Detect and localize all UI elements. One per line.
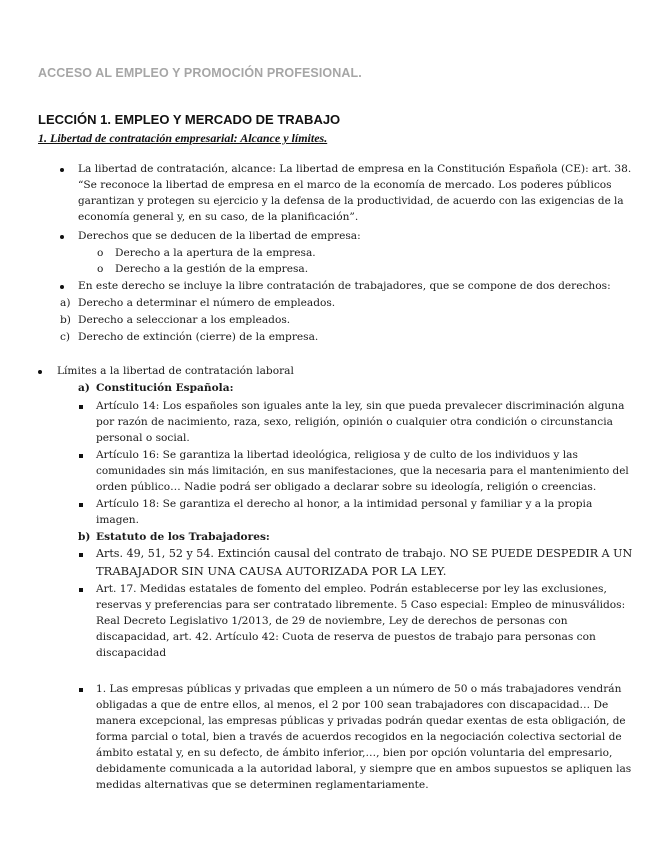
bullet-icon	[60, 235, 64, 239]
bullet-icon	[60, 168, 64, 172]
list-item: Derecho de extinción (cierre) de la empresa.	[78, 331, 319, 343]
list-marker: b)	[60, 314, 71, 326]
paragraph-line: Real Decreto Legislativo 1/2013, de 29 de noviembre, Ley de derechos de personas con	[96, 615, 568, 627]
list-marker: a)	[60, 297, 71, 309]
section-marker: a)	[78, 382, 90, 394]
paragraph-line: forma parcial o total, bien a través de acuerdos recogidos en la negociación colectiva sectorial de	[96, 731, 622, 743]
paragraph-line: Derechos que se deducen de la libertad de empresa:	[78, 230, 361, 242]
square-bullet-icon	[79, 405, 83, 409]
section-marker: b)	[78, 531, 91, 543]
paragraph-line: comunidades sin más limitación, en sus manifestaciones, que la necesaria para el mantenimiento del	[96, 465, 629, 477]
square-bullet-icon	[79, 688, 83, 692]
circle-bullet-icon: o	[97, 263, 104, 275]
paragraph-line: discapacidad, art. 42. Artículo 42: Cuota de reserva de puestos de trabajo para personas con	[96, 631, 596, 643]
paragraph-line: garantizan y protegen su ejercicio y la defensa de la productividad, de acuerdo con las exigencias de la	[78, 195, 624, 207]
bullet-icon	[38, 370, 42, 374]
paragraph-line: 1. Las empresas públicas y privadas que empleen a un número de 50 o más trabajadores vendrán	[96, 683, 622, 695]
paragraph-line: Artículo 16: Se garantiza la libertad ideológica, religiosa y de culto de los individuos y las	[96, 449, 578, 461]
paragraph-line: debidamente comunicada a la autoridad laboral, y siempre que en ambos supuestos se apliquen las	[96, 763, 632, 775]
paragraph-line: Arts. 49, 51, 52 y 54. Extinción causal del contrato de trabajo. NO SE PUEDE DESPEDIR A UN	[96, 547, 633, 560]
document-header: ACCESO AL EMPLEO Y PROMOCIÓN PROFESIONAL.	[38, 66, 362, 80]
paragraph-line: Artículo 18: Se garantiza el derecho al honor, a la intimidad personal y familiar y a la propia	[96, 498, 593, 510]
limits-heading: Límites a la libertad de contratación laboral	[57, 365, 294, 377]
circle-bullet-icon: o	[97, 247, 104, 259]
paragraph-line: “Se reconoce la libertad de empresa en el marco de la economía de mercado. Los poderes públicos	[78, 179, 612, 191]
section-title: Estatuto de los Trabajadores:	[96, 531, 270, 543]
paragraph-line: Artículo 14: Los españoles son iguales ante la ley, sin que pueda prevalecer discriminación alguna	[96, 400, 625, 412]
paragraph-line: obligadas a que de entre ellos, al menos, el 2 por 100 sean trabajadores con discapacidad… De	[96, 699, 609, 711]
square-bullet-icon	[79, 588, 83, 592]
list-item: Derecho a seleccionar a los empleados.	[78, 314, 291, 326]
paragraph-line: TRABAJADOR SIN UNA CAUSA AUTORIZADA POR LA LEY.	[96, 564, 447, 578]
paragraph-line: orden público… Nadie podrá ser obligado a declarar sobre su ideología, religión o creencias.	[96, 481, 597, 493]
paragraph-line: economía general y, en su caso, de la planificación”.	[78, 211, 359, 223]
section-title: Constitución Española:	[96, 382, 234, 394]
lesson-title: LECCIÓN 1. EMPLEO Y MERCADO DE TRABAJO	[38, 112, 341, 127]
sub-list-item: Derecho a la apertura de la empresa.	[115, 247, 316, 259]
paragraph-line: Art. 17. Medidas estatales de fomento del empleo. Podrán establecerse por ley las exclusiones,	[96, 583, 607, 595]
paragraph-line: personal o social.	[96, 432, 190, 444]
paragraph-line: imagen.	[96, 514, 139, 526]
list-item: Derecho a determinar el número de empleados.	[78, 297, 336, 309]
paragraph-line: reservas y preferencias para ser contratado libremente. 5 Caso especial: Empleo de minusválidos:	[96, 599, 626, 611]
square-bullet-icon	[79, 454, 83, 458]
list-marker: c)	[60, 331, 71, 343]
bullet-icon	[60, 285, 64, 289]
square-bullet-icon	[79, 503, 83, 507]
section-subtitle: 1. Libertad de contratación empresarial: Alcance y límites.	[38, 131, 328, 145]
paragraph-line: manera excepcional, las empresas públicas y privadas podrán quedar exentas de esta obligación, de	[96, 715, 626, 727]
sub-list-item: Derecho a la gestión de la empresa.	[115, 263, 309, 275]
paragraph-line: La libertad de contratación, alcance: La libertad de empresa en la Constitución Española (CE): art. 38.	[78, 163, 632, 175]
paragraph-line: por razón de nacimiento, raza, sexo, religión, opinión o cualquier otra condición o circunstancia	[96, 416, 613, 428]
paragraph-line: medidas alternativas que se determinen reglamentariamente.	[96, 779, 429, 791]
paragraph-line: En este derecho se incluye la libre contratación de trabajadores, que se compone de dos derechos:	[78, 280, 611, 292]
paragraph-line: ámbito estatal y, en su defecto, de ámbito inferior,…, bien por opción voluntaria del empresario,	[96, 747, 613, 759]
paragraph-line: discapacidad	[96, 647, 167, 659]
square-bullet-icon	[79, 553, 83, 557]
